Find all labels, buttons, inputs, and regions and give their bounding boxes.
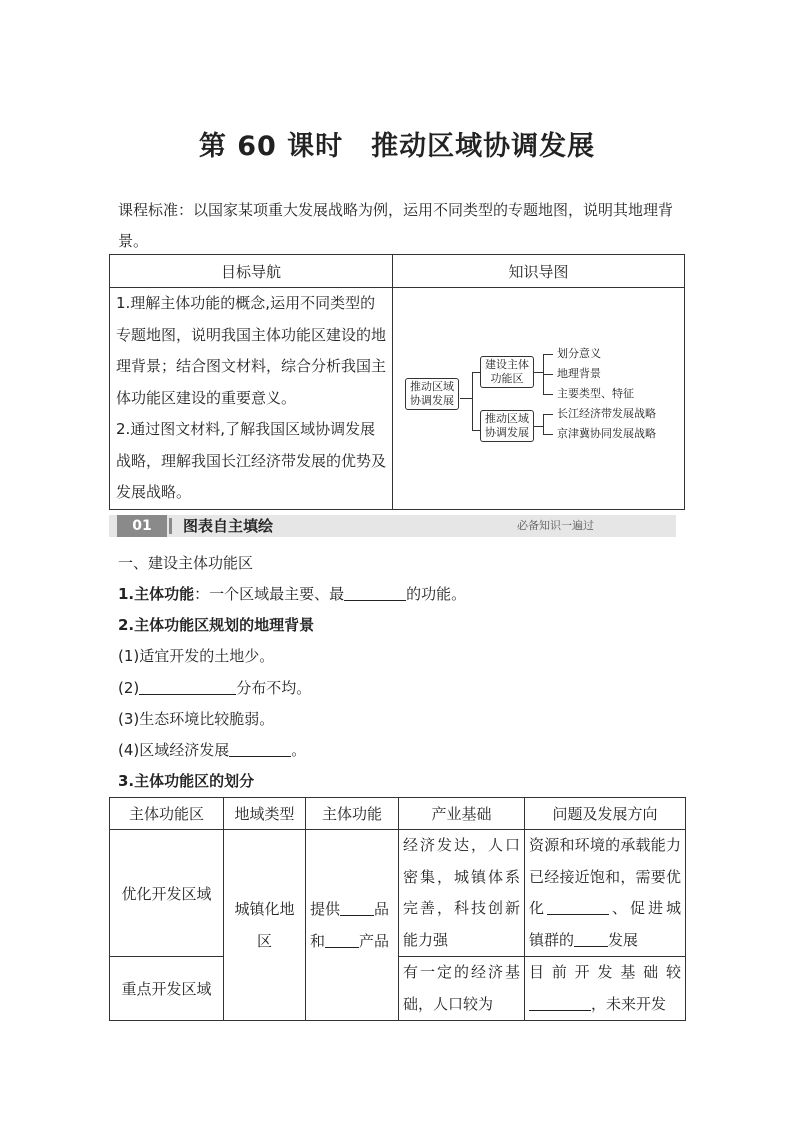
table-header: 主体功能区	[110, 798, 224, 830]
region-type: 城镇化地区	[224, 830, 306, 1021]
paragraph-main-function: 1.主体功能：一个区域最主要、最 的功能。	[118, 585, 467, 603]
goal-table	[109, 254, 685, 510]
paragraph-item: (3)生态环境比较脆弱。	[118, 710, 275, 728]
table-header: 地域类型	[224, 798, 306, 830]
paragraph-item: (2) 分布不均。	[118, 679, 312, 697]
blank-field	[344, 586, 406, 601]
section-tag: 必备知识一遍过	[517, 519, 594, 532]
paragraph-item: (4)区域经济发展 。	[118, 741, 307, 759]
main-function: 提供 品和 产品	[306, 830, 399, 1021]
mindmap-leaf: 长江经济带发展战略	[557, 407, 656, 420]
section-header	[109, 515, 676, 537]
section-number: 01	[117, 515, 167, 537]
goal-header: 目标导航	[110, 255, 393, 288]
blank-field	[529, 996, 591, 1011]
mindmap-leaf: 京津冀协同发展战略	[557, 427, 656, 440]
function-zone-table	[109, 797, 686, 1021]
table-header: 问题及发展方向	[525, 798, 686, 830]
issue-direction: 资源和环境的承载能力已经接近饱和，需要优化 、促进城镇群的 发展	[525, 830, 686, 957]
goal-item: 2.通过图文材料,了解我国区域协调发展战略，理解我国长江经济带发展的优势及发展战略。	[116, 420, 387, 501]
heading-1: 一、建设主体功能区	[118, 554, 254, 572]
mindmap-branch-2: 推动区域协调发展	[480, 410, 534, 442]
heading-3: 3.主体功能区的划分	[118, 772, 255, 790]
blank-field	[325, 933, 359, 948]
mindmap-branch-1: 建设主体功能区	[480, 356, 534, 388]
blank-field	[229, 742, 291, 757]
industry-basis: 有一定的经济基础，人口较为	[399, 957, 525, 1021]
zone-name: 优化开发区域	[110, 830, 224, 957]
table-header: 产业基础	[399, 798, 525, 830]
map-header: 知识导图	[393, 255, 685, 288]
page-title: 第 60 课时 推动区域协调发展	[198, 131, 596, 162]
blank-field	[139, 680, 236, 695]
paragraph-item: (1)适宜开发的土地少。	[118, 647, 275, 665]
mindmap	[393, 288, 685, 510]
goal-cell	[110, 288, 393, 510]
goal-item: 1.理解主体功能的概念,运用不同类型的专题地图，说明我国主体功能区建设的地理背景；结合图文材料，综合分析我国主体功能区建设的重要意义。	[116, 294, 387, 407]
industry-basis: 经济发达，人口密集，城镇体系完善，科技创新能力强	[399, 830, 525, 957]
blank-field	[547, 900, 609, 915]
mindmap-leaf: 地理背景	[557, 367, 601, 380]
mindmap-leaf: 划分意义	[557, 347, 601, 360]
mindmap-root: 推动区域协调发展	[405, 378, 459, 410]
zone-name: 重点开发区域	[110, 957, 224, 1021]
course-standard: 课程标准：以国家某项重大发展战略为例，运用不同类型的专题地图，说明其地理背景。	[118, 201, 674, 250]
table-header: 主体功能	[306, 798, 399, 830]
issue-direction: 目 前 开 发 基 础 较，未来开发	[525, 957, 686, 1021]
mindmap-leaf: 主要类型、特征	[557, 387, 634, 400]
blank-field	[340, 901, 374, 916]
heading-2: 2.主体功能区规划的地理背景	[118, 616, 315, 634]
section-title: 图表自主填绘	[183, 517, 274, 535]
blank-field	[574, 932, 608, 947]
section-divider	[169, 518, 172, 534]
